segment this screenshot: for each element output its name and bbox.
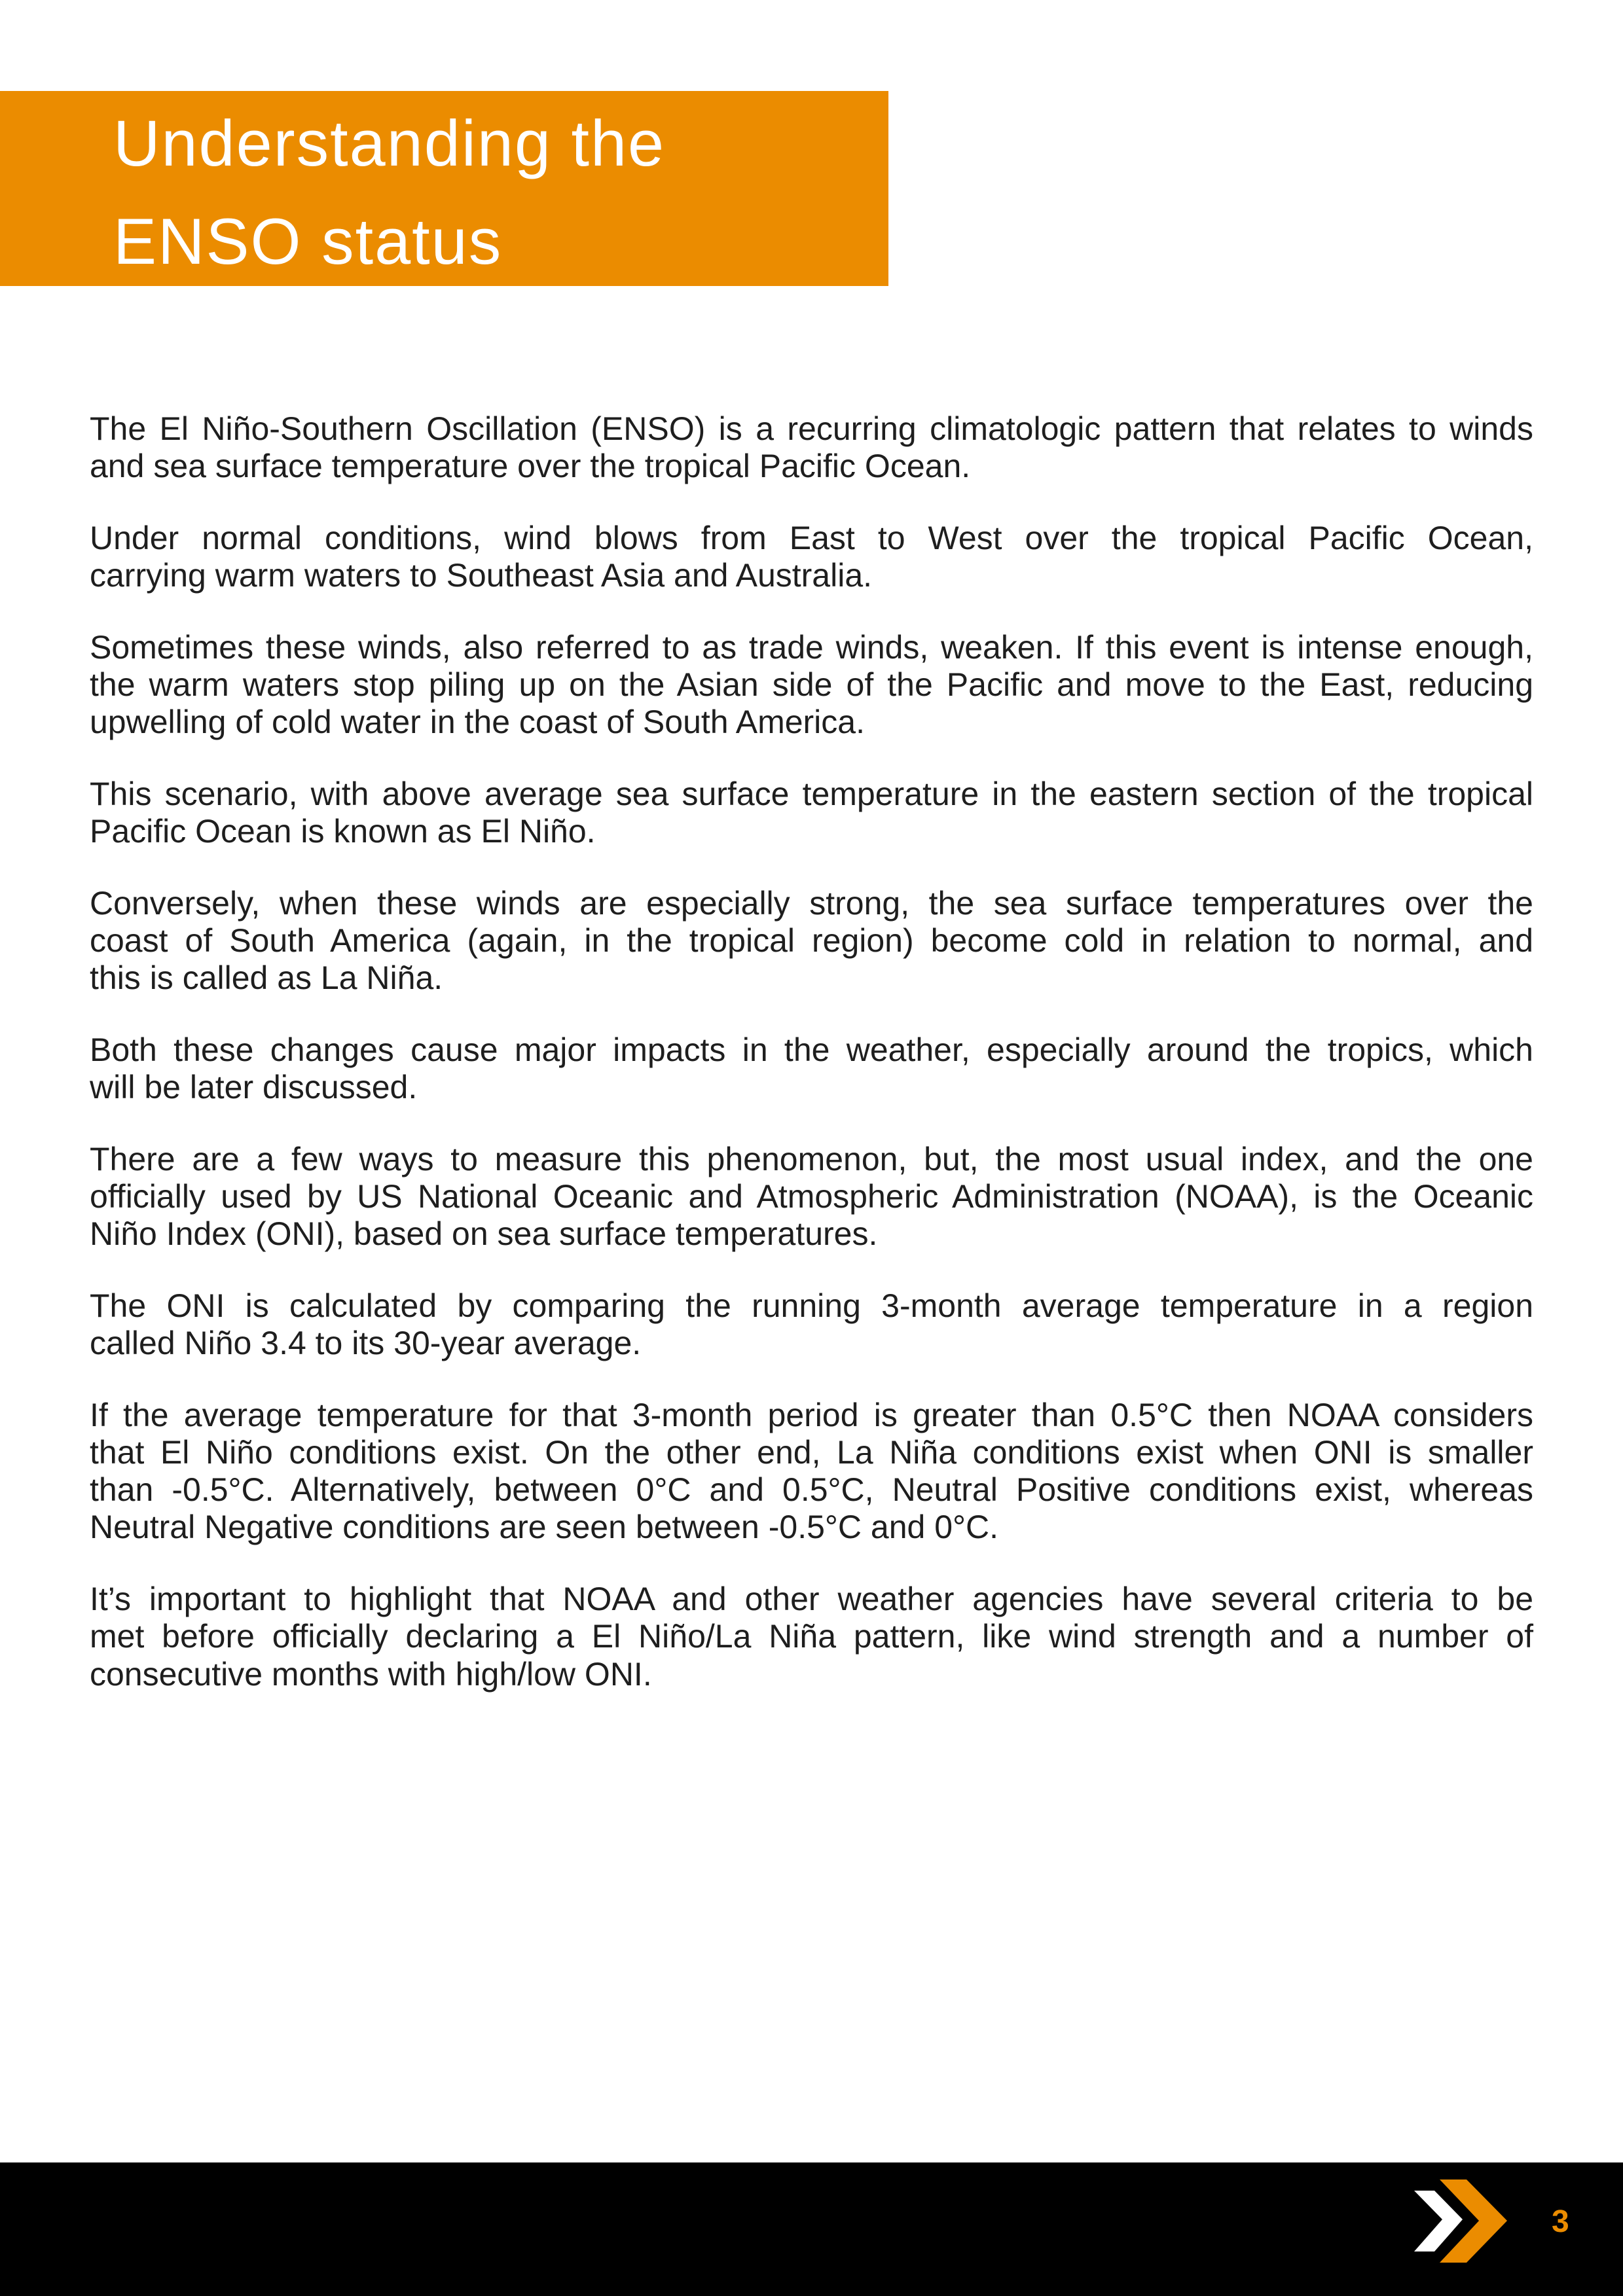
paragraph-line: There are a few ways to measure this phenomenon, but, the most usual index, and the one (90, 1140, 1533, 1177)
paragraph-line: consecutive months with high/low ONI. (90, 1655, 652, 1693)
body-paragraph (90, 776, 1533, 850)
double-chevron-right-icon (0, 2162, 1623, 2296)
paragraph-line: met before officially declaring a El Niño/La Niña pattern, like wind strength and a number of (90, 1618, 1533, 1655)
body-paragraph (90, 629, 1533, 742)
paragraph-line: and sea surface temperature over the tropical Pacific Ocean. (90, 448, 971, 485)
paragraph-line: that El Niño conditions exist. On the other end, La Niña conditions exist when ONI is smaller (90, 1434, 1533, 1471)
paragraph-line: Niño Index (ONI), based on sea surface temperatures. (90, 1215, 878, 1253)
paragraph-line: than -0.5°C. Alternatively, between 0°C and 0.5°C, Neutral Positive conditions exist, whereas (90, 1471, 1533, 1509)
paragraph-line: The El Niño-Southern Oscillation (ENSO) is a recurring climatologic pattern that relates to winds (90, 410, 1533, 447)
page-number: 3 (1552, 2204, 1569, 2239)
body-paragraph (90, 1031, 1533, 1106)
paragraph-line: Sometimes these winds, also referred to as trade winds, weaken. If this event is intense enough, (90, 628, 1533, 666)
body-paragraph (90, 885, 1533, 997)
paragraph-line: this is called as La Niña. (90, 960, 443, 997)
paragraph-line: This scenario, with above average sea surface temperature in the eastern section of the tropical (90, 775, 1533, 812)
body-paragraph (90, 1287, 1533, 1362)
paragraph-line: carrying warm waters to Southeast Asia and Australia. (90, 557, 873, 594)
paragraph-line: coast of South America (again, in the tropical region) become cold in relation to normal, and (90, 922, 1533, 960)
body-paragraph (90, 410, 1533, 485)
page-title-line: ENSO status (113, 205, 503, 278)
paragraph-line: Pacific Ocean is known as El Niño. (90, 813, 596, 850)
paragraph-line: will be later discussed. (90, 1069, 418, 1106)
paragraph-line: Conversely, when these winds are especially strong, the sea surface temperatures over the (90, 884, 1533, 922)
paragraph-line: If the average temperature for that 3-month period is greater than 0.5°C then NOAA considers (90, 1396, 1533, 1433)
paragraph-line: Under normal conditions, wind blows from East to West over the tropical Pacific Ocean, (90, 519, 1533, 556)
paragraph-line: upwelling of cold water in the coast of South America. (90, 704, 865, 741)
chevron-white-icon (1414, 2191, 1463, 2251)
footer-bar (0, 2162, 1623, 2296)
body-text (90, 410, 1533, 1727)
paragraph-line: Both these changes cause major impacts in the weather, especially around the tropics, which (90, 1031, 1533, 1068)
body-paragraph (90, 520, 1533, 594)
page-title (113, 94, 665, 291)
paragraph-line: the warm waters stop piling up on the Asian side of the Pacific and move to the East, reducing (90, 666, 1533, 704)
body-paragraph (90, 1397, 1533, 1547)
paragraph-line: The ONI is calculated by comparing the running 3-month average temperature in a region (90, 1287, 1533, 1324)
page-title-line: Understanding the (113, 107, 666, 179)
body-paragraph (90, 1141, 1533, 1253)
paragraph-line: called Niño 3.4 to its 30-year average. (90, 1325, 642, 1362)
paragraph-line: officially used by US National Oceanic and Atmospheric Administration (NOAA), is the Oceanic (90, 1178, 1533, 1215)
paragraph-line: Neutral Negative conditions are seen between -0.5°C and 0°C. (90, 1509, 999, 1546)
paragraph-line: It’s important to highlight that NOAA and other weather agencies have several criteria to be (90, 1581, 1533, 1618)
body-paragraph (90, 1581, 1533, 1693)
